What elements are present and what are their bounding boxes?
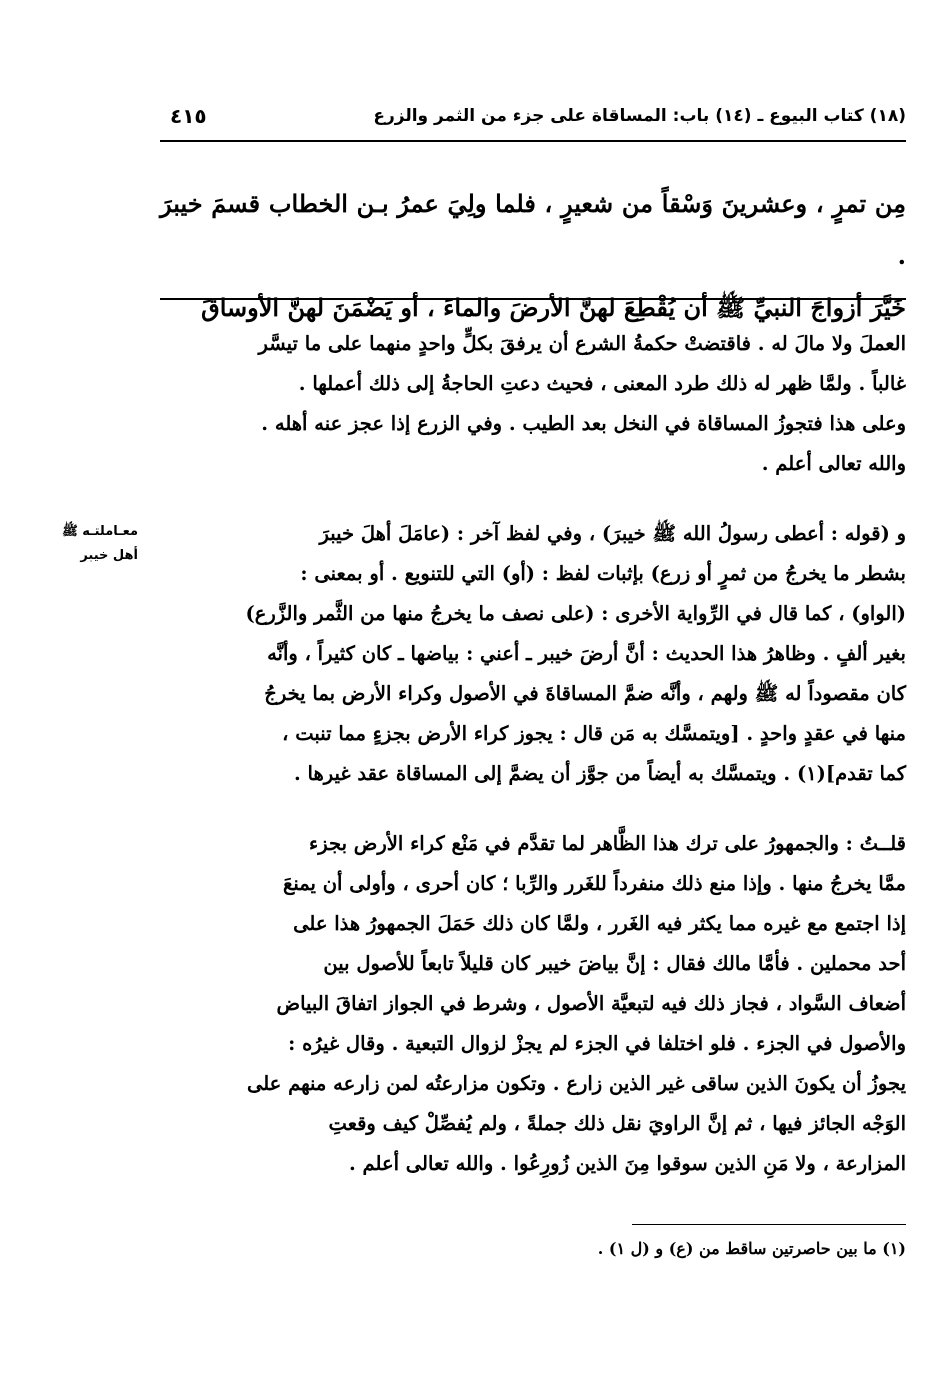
- text-line: والله تعالى أعلم .: [761, 452, 906, 475]
- text-line: يجوزُ أن يكونَ الذين ساقى غير الذين زارع . وتكون مزارعتُه لمن زارعه منهم على: [246, 1072, 906, 1095]
- header-title: (١٨) كتاب البيوع ـ (١٤) باب: المساقاة على جزء من الثمر والزرع: [373, 106, 906, 126]
- hadith-line: خَيَّرَ أزواجَ النبيِّ ﷺ أن يُقْطِعَ لهنَّ الأرضَ والماءَ ، أو يَضْمَنَ لهنَّ الأوساقَ: [201, 293, 906, 322]
- text-line: ممَّا يخرجُ منها . وإذا منع ذلك منفرداً للغَرر والرِّبا ؛ كان أحرى ، وأولى أن يمنعَ: [282, 872, 906, 895]
- text-line: (الواو) ، كما قال في الرِّواية الأخرى : (على نصف ما يخرجُ منها من الثَّمر والزَّرع): [245, 602, 906, 625]
- footnote-divider: [632, 1224, 906, 1225]
- hadith-line: مِن تمرٍ ، وعشرينَ وَسْقاً من شعيرٍ ، فلما ولِيَ عمرُ بـن الخطاب قسمَ خيبرَ .: [160, 189, 906, 270]
- margin-note-line: أهل خيبر: [80, 548, 138, 563]
- text-line: كما تقدم](١) . ويتمسَّك به أيضاً من جوَّز أن يضمَّ إلى المساقاة عقد غيرها .: [293, 762, 906, 785]
- margin-note: [22, 520, 138, 568]
- text-line: أحد محملين . فأمَّا مالك فقال : إنَّ بياضَ خيبر كان قليلاً تابعاً للأصول بين: [323, 952, 906, 975]
- text-line: المزارعة ، ولا مَنِ الذين سوقوا مِنَ الذين زُورِعُوا . والله تعالى أعلم .: [348, 1152, 906, 1175]
- text-line: غالباً . ولمَّا ظهر له ذلك طرد المعنى ، فحيث دعتِ الحاجةُ إلى ذلك أعملها .: [298, 372, 906, 395]
- text-line: العملَ ولا مالَ له . فاقتضتْ حكمةُ الشرع أن يرفقَ بكلٍّ واحدٍ منهما على ما تيسَّر: [258, 332, 906, 355]
- text-line: كان مقصوداً له ﷺ ولهم ، وأنَّه ضمَّ المساقاةَ في الأصول وكراء الأرض بما يخرجُ: [264, 682, 906, 705]
- text-line: بغير ألفٍ . وظاهرُ هذا الحديث : أنَّ أرضَ خيبر ـ أعني : بياضها ـ كان كثيراً ، وأنَّه: [267, 642, 906, 665]
- footnote: (١) ما بين حاصرتين ساقط من (ع) و (ل ١) .: [597, 1239, 906, 1258]
- text-line: والأصول في الجزء . فلو اختلفا في الجزء لم يجزْ لزوال التبعية . وقال غيرُه :: [288, 1032, 906, 1055]
- running-header: [160, 100, 906, 142]
- hadith-text: [160, 178, 906, 334]
- text-line: بشطر ما يخرجُ من ثمرٍ أو زرع) بإثبات لفظ : (أو) التي للتنويع . أو بمعنى :: [300, 562, 906, 585]
- commentary-paragraph-3: [160, 824, 906, 1184]
- section-divider: [160, 298, 906, 300]
- text-line: إذا اجتمع مع غيره مما يكثر فيه الغَرر ، ولمَّا كان ذلك حَمَلَ الجمهورُ هذا على: [293, 912, 906, 935]
- text-line: وعلى هذا فتجوزُ المساقاة في النخل بعد الطيب . وفي الزرع إذا عجز عنه أهله .: [261, 412, 906, 435]
- commentary-paragraph-1: [160, 324, 906, 484]
- text-line: قلــتُ : والجمهورُ على ترك هذا الظَّاهر لما تقدَّم في مَنْع كراء الأرض بجزء: [309, 832, 906, 855]
- text-line: أضعاف السَّواد ، فجاز ذلك فيه لتبعيَّة الأصول ، وشرط في الجواز اتفاقَ البياض: [276, 992, 906, 1015]
- margin-note-line: معـاملتـه ﷺ: [62, 524, 138, 539]
- text-line: منها في عقدٍ واحدٍ . [ويتمسَّك به مَن قال : يجوز كراء الأرض بجزءٍ مما تنبت ،: [282, 722, 906, 745]
- page-number: ٤١٥: [170, 104, 207, 128]
- text-line: و (قوله : أعطى رسولُ الله ﷺ خيبرَ) ، وفي لفظ آخر : (عامَلَ أهلَ خيبرَ: [319, 522, 906, 545]
- text-line: الوَجْه الجائز فيها ، ثم إنَّ الراويَ نقل ذلك جملةً ، ولم يُفصِّلْ كيف وقعتِ: [328, 1112, 906, 1135]
- commentary-paragraph-2: [160, 514, 906, 794]
